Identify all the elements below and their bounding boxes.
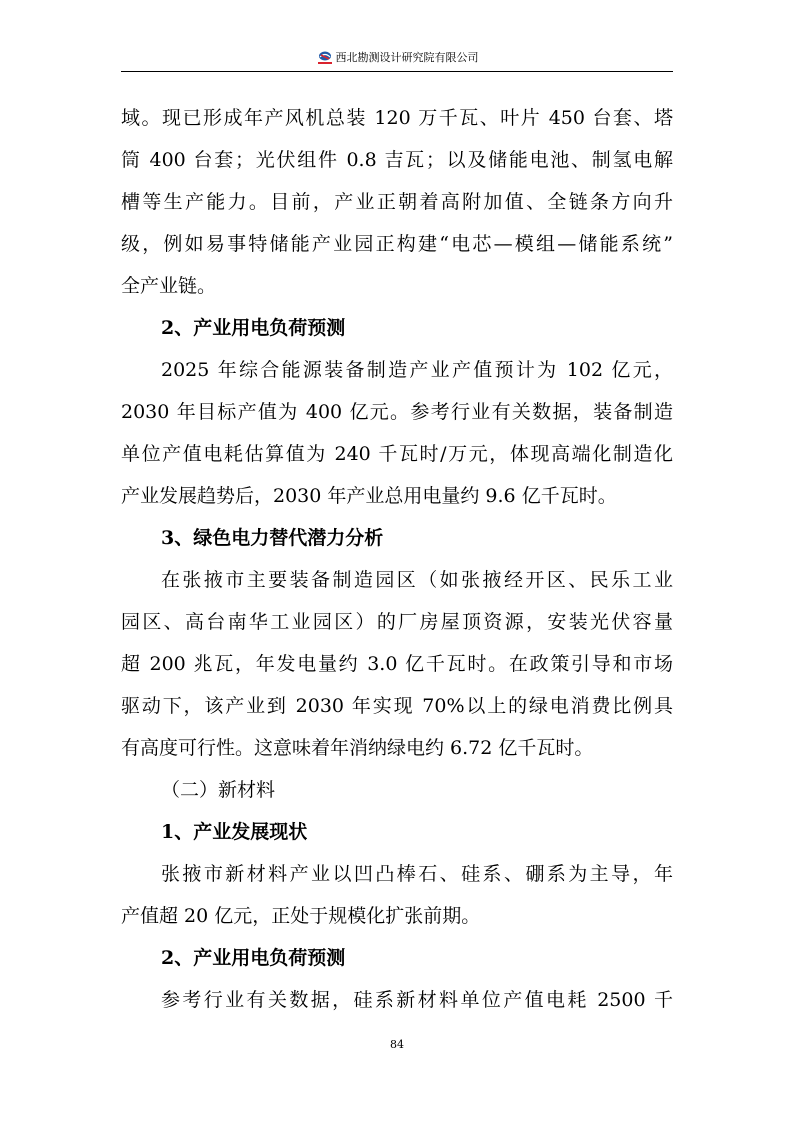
body-paragraph-line: 在张掖市主要装备制造园区（如张掖经开区、民乐工业 [161,569,673,591]
body-paragraph-line: 驱动下，该产业到 2030 年实现 70%以上的绿电消费比例具 [121,695,673,717]
body-paragraph-line: 筒 400 台套；光伏组件 0.8 吉瓦；以及储能电池、制氢电解 [121,149,673,171]
body-paragraph-line: 槽等生产能力。目前，产业正朝着高附加值、全链条方向升 [121,191,673,213]
page-header [121,46,673,72]
header-divider [121,71,673,72]
body-paragraph-line: 级，例如易事特储能产业园正构建“电芯—模组—储能系统” [121,233,673,255]
body-paragraph-line: 产值超 20 亿元，正处于规模化扩张前期。 [121,905,481,927]
section-heading: 3、绿色电力替代潜力分析 [161,527,384,549]
body-paragraph-line: 2030 年目标产值为 400 亿元。参考行业有关数据，装备制造 [121,401,673,423]
body-paragraph-line: 产业发展趋势后，2030 年产业总用电量约 9.6 亿千瓦时。 [121,485,617,507]
body-paragraph-line: 超 200 兆瓦，年发电量约 3.0 亿千瓦时。在政策引导和市场 [121,653,673,675]
page-number: 84 [390,1038,404,1051]
company-name: 西北勘测设计研究院有限公司 [335,51,479,64]
body-paragraph-line: 2025 年综合能源装备制造产业产值预计为 102 亿元， [161,359,673,381]
body-paragraph-line: 园区、高台南华工业园区）的厂房屋顶资源，安装光伏容量 [121,611,673,633]
document-body [121,97,673,1021]
header-title-row [121,50,673,66]
body-paragraph-line: 域。现已形成年产风机总装 120 万千瓦、叶片 450 台套、塔 [121,107,673,129]
section-heading: 2、产业用电负荷预测 [161,317,346,339]
body-paragraph-line: 全产业链。 [121,275,217,297]
section-heading: 2、产业用电负荷预测 [161,947,346,969]
section-heading: 1、产业发展现状 [161,821,308,843]
body-paragraph-line: 单位产值电耗估算值为 240 千瓦时/万元，体现高端化制造化 [121,443,673,465]
body-paragraph-line: 张掖市新材料产业以凹凸棒石、硅系、硼系为主导，年 [161,863,673,885]
body-paragraph-line: 有高度可行性。这意味着年消纳绿电约 6.72 亿千瓦时。 [121,737,594,759]
body-paragraph-line: 参考行业有关数据，硅系新材料单位产值电耗 2500 千 [161,989,673,1011]
company-logo-icon [316,50,334,66]
chapter-heading: （二）新材料 [161,779,276,801]
